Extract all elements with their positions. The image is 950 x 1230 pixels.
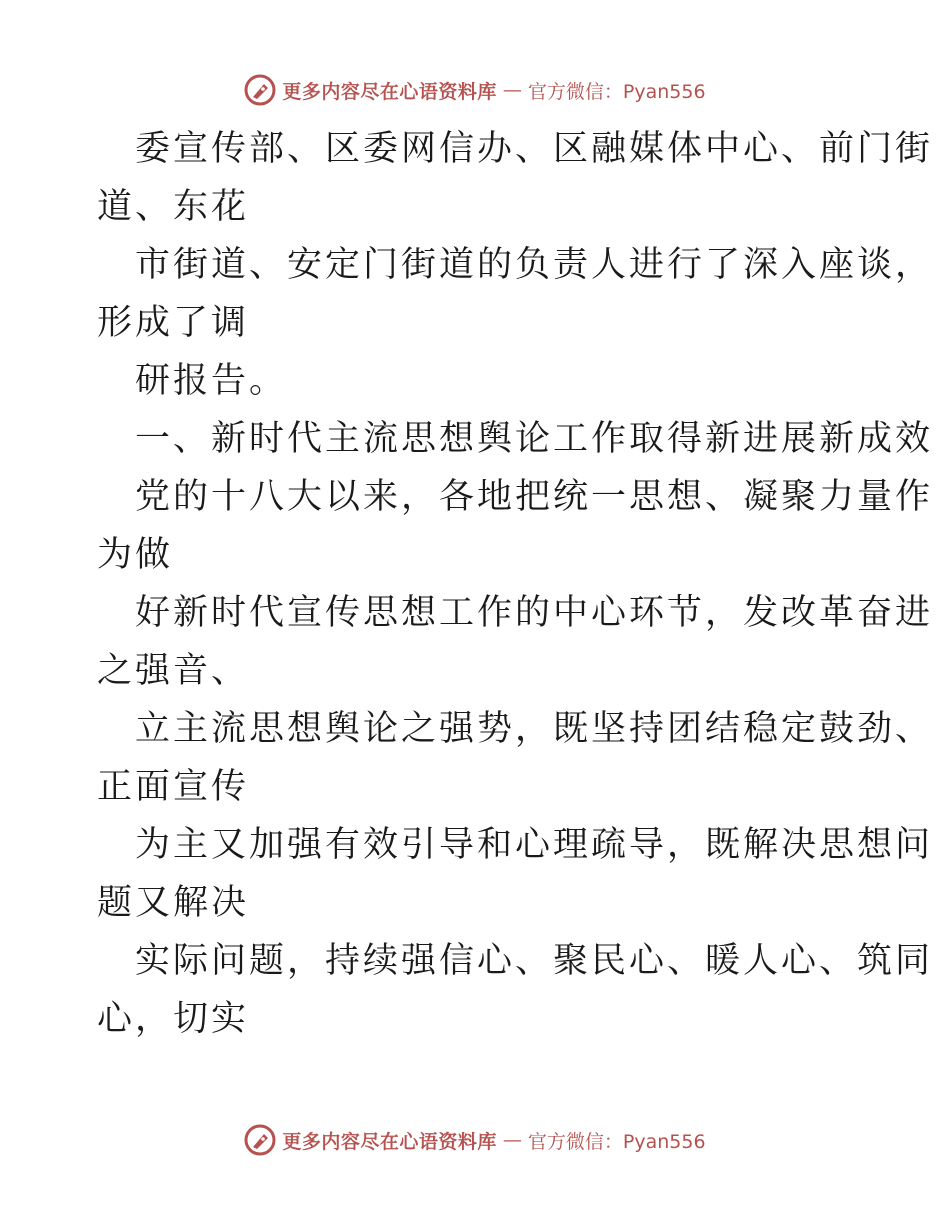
footer-brand-text: 更多内容尽在心语资料库 — [282, 1130, 497, 1153]
text-line: 市街道、安定门街道的负责人进行了深入座谈， — [135, 245, 934, 285]
text-line: 题又解决 — [97, 883, 250, 923]
text-line: 党的十八大以来，各地把统一思想、凝聚力量作 — [135, 477, 934, 517]
pen-nib-logo-icon — [244, 1124, 276, 1156]
header-banner — [0, 70, 950, 110]
footer-separator: — — [502, 1129, 522, 1151]
header-separator: — — [502, 79, 522, 101]
section-heading: 一、新时代主流思想舆论工作取得新进展新成效 — [135, 419, 934, 459]
pen-nib-logo-icon — [244, 74, 276, 106]
header-wechat-text: 官方微信：Pyan556 — [527, 80, 706, 103]
document-body — [97, 120, 934, 1048]
text-line: 正面宣传 — [97, 767, 250, 807]
text-line: 好新时代宣传思想工作的中心环节，发改革奋进 — [135, 593, 934, 633]
text-line: 立主流思想舆论之强势，既坚持团结稳定鼓劲、 — [135, 709, 934, 749]
text-line: 之强音、 — [97, 651, 250, 691]
footer-wechat-text: 官方微信：Pyan556 — [527, 1130, 706, 1153]
text-line: 为主又加强有效引导和心理疏导，既解决思想问 — [135, 825, 934, 865]
text-line: 形成了调 — [97, 303, 250, 343]
text-line: 道、东花 — [97, 187, 250, 227]
text-line: 为做 — [97, 535, 174, 575]
header-brand-text: 更多内容尽在心语资料库 — [282, 80, 497, 103]
text-line: 实际问题，持续强信心、聚民心、暖人心、筑同 — [135, 941, 934, 981]
text-line: 心，切实 — [97, 999, 250, 1039]
text-line: 研报告。 — [135, 361, 288, 401]
text-line: 委宣传部、区委网信办、区融媒体中心、前门街 — [135, 129, 934, 169]
footer-banner — [0, 1120, 950, 1160]
